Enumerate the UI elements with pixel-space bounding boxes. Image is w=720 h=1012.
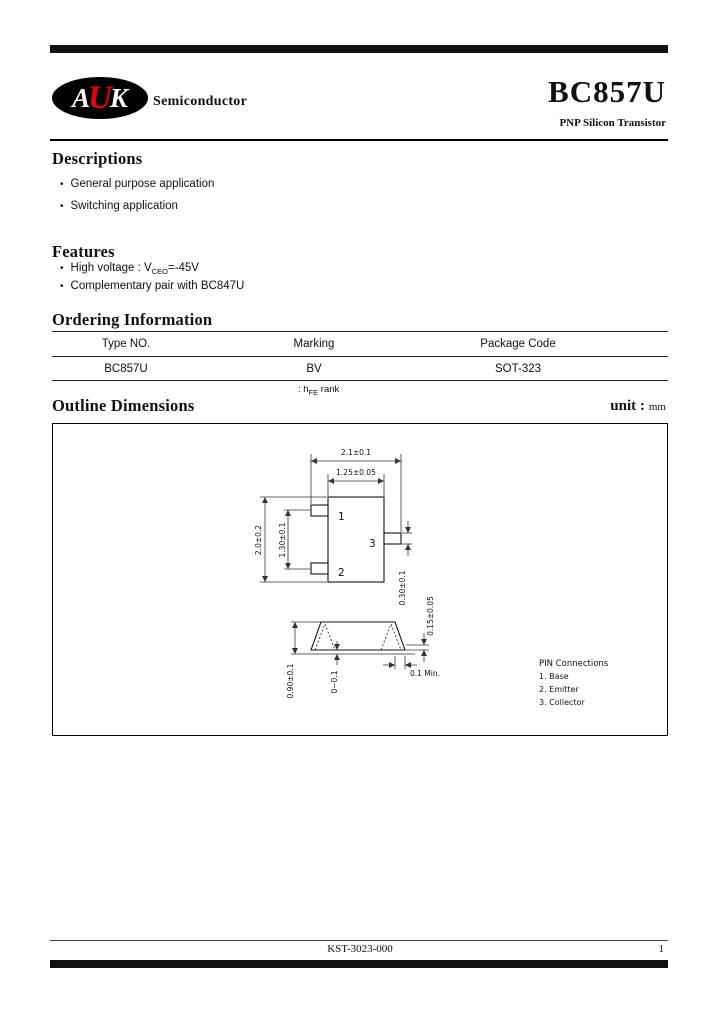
description-text-1: General purpose application	[70, 178, 215, 190]
pin-connection-base: 1. Base	[539, 672, 569, 681]
col-header-marking: Marking	[293, 338, 335, 350]
logo-letter-k: K	[109, 82, 128, 113]
features-heading: Features	[52, 242, 115, 261]
dim-label-lead-width: 0.30±0.1	[398, 570, 407, 606]
pin-connection-collector: 3. Collector	[539, 698, 585, 707]
cell-marking: BV	[306, 363, 322, 375]
cell-package-code: SOT-323	[494, 363, 542, 375]
ordering-table	[52, 331, 668, 397]
dim-package-height	[286, 622, 321, 698]
device-subtitle: PNP Silicon Transistor	[559, 117, 666, 129]
dim-label-standoff: 0~0.1	[330, 670, 339, 694]
dim-label-overall-width: 2.1±0.1	[340, 448, 372, 457]
lead-1	[311, 505, 328, 516]
pin-connection-emitter: 2. Emitter	[539, 685, 579, 694]
side-body	[311, 622, 405, 650]
package-side-view	[291, 622, 415, 654]
outline-heading: Outline Dimensions	[52, 396, 195, 415]
bullet-icon: •	[60, 281, 64, 292]
page-number: 1	[658, 943, 664, 955]
note-prefix: : h	[298, 384, 309, 395]
logo-letter-a: A	[72, 82, 91, 113]
feature-text-high-voltage	[71, 262, 199, 276]
outline-drawing	[53, 424, 667, 735]
dim-label-body-height: 2.0±0.2	[254, 524, 263, 556]
bullet-icon: •	[60, 179, 64, 190]
ordering-header-row	[52, 331, 668, 357]
package-front-view	[311, 497, 401, 582]
dim-foot-length	[383, 656, 440, 678]
pin-connections	[539, 659, 609, 707]
logo-letter-u: U	[88, 79, 112, 116]
descriptions-heading: Descriptions	[52, 149, 143, 168]
bullet-icon: •	[60, 201, 64, 212]
description-item-2	[60, 200, 178, 212]
part-number-title: BC857U	[548, 74, 666, 109]
company-name: Semiconductor	[153, 94, 248, 109]
hfe-subscript: FE	[308, 388, 319, 397]
dim-label-lead-thickness: 0.15±0.05	[426, 596, 435, 636]
feature-text-complementary: Complementary pair with BC847U	[70, 280, 245, 292]
outline-drawing-frame	[52, 423, 668, 736]
feature-prefix: High voltage : V	[70, 262, 152, 274]
col-header-type-no: Type NO.	[101, 338, 151, 350]
dim-label-lead-pitch: 1.30±0.1	[278, 522, 287, 558]
auk-logo	[52, 77, 148, 119]
feature-item-complementary	[60, 280, 244, 292]
pad-number-2: 2	[338, 567, 345, 579]
dim-label-foot-length: 0.1 Min.	[410, 669, 441, 678]
bottom-rule-bar	[50, 960, 668, 968]
description-text-2: Switching application	[70, 200, 178, 212]
feature-item-high-voltage	[60, 262, 199, 276]
dim-label-package-height: 0.90±0.1	[286, 663, 295, 699]
dim-body-width	[328, 468, 384, 496]
lead-2	[311, 563, 328, 574]
unit-label: unit :	[610, 398, 645, 414]
dim-lead-pitch	[278, 510, 310, 569]
header-divider	[50, 139, 668, 141]
document-number: KST-3023-000	[327, 943, 393, 955]
lead-3	[384, 533, 401, 544]
pad-number-3: 3	[369, 538, 376, 550]
pin-connections-title: PIN Connections	[539, 659, 609, 669]
marking-note	[52, 381, 668, 397]
footer-divider	[50, 940, 668, 941]
feature-suffix: =-45V	[167, 262, 199, 274]
vceo-subscript: CEO	[151, 267, 168, 276]
cell-type-no: BC857U	[104, 363, 148, 375]
note-suffix: rank	[318, 384, 340, 395]
dim-lead-thickness	[406, 596, 435, 662]
unit-indicator	[610, 398, 666, 415]
dim-label-body-width: 1.25±0.05	[336, 468, 376, 477]
ordering-heading: Ordering Information	[52, 310, 213, 329]
bullet-icon: •	[60, 263, 64, 274]
unit-value: mm	[648, 401, 666, 413]
description-item-1	[60, 178, 214, 190]
pad-number-1: 1	[338, 511, 345, 523]
col-header-package-code: Package Code	[480, 338, 556, 350]
ordering-data-row	[52, 357, 668, 381]
top-rule-bar	[50, 45, 668, 53]
